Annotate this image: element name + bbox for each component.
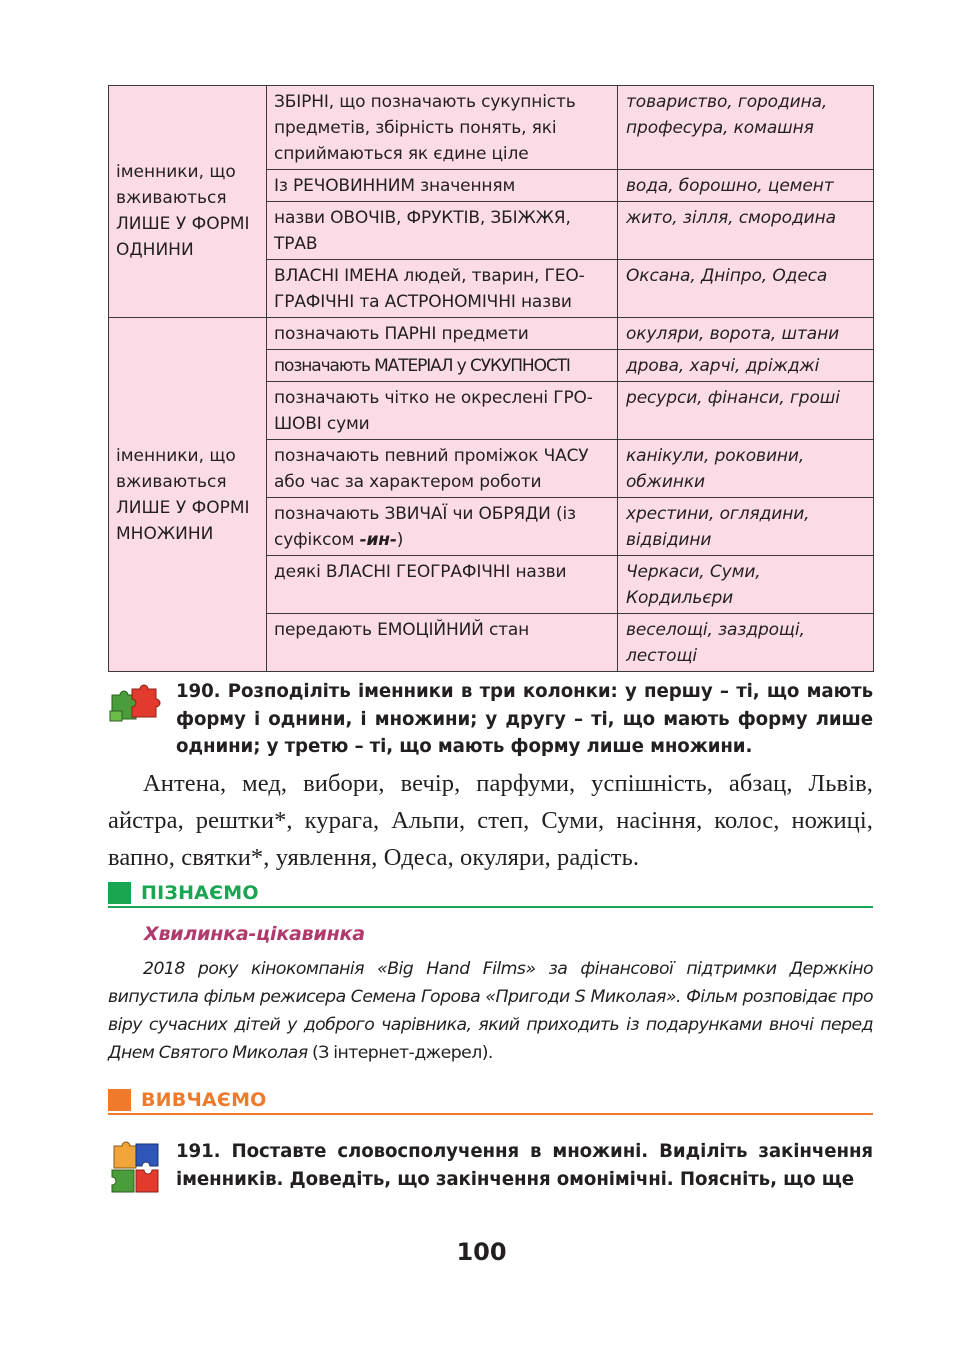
info-source: (З інтернет-джерел). (312, 1043, 493, 1063)
section-study-label: ВИВЧАЄМО (141, 1089, 267, 1111)
example-cell: вода, борошно, цемент (618, 170, 874, 202)
description-cell: ЗБІРНІ, що позначають сукупність предметів, збірність понять, які сприймаються як єдине ціле (267, 86, 618, 170)
category-cell-singular: іменники, що вживаються ЛИШЕ У ФОРМІ ОДНИНИ (109, 86, 267, 318)
example-cell: веселощі, заздрощі, лестощі (618, 614, 874, 672)
description-cell: деякі ВЛАСНІ ГЕОГРАФІЧНІ назви (267, 556, 618, 614)
description-cell: Із РЕЧОВИННИМ значенням (267, 170, 618, 202)
example-cell: канікули, роковини, обжинки (618, 440, 874, 498)
section-divider (108, 906, 873, 908)
task-190: 190. Розподіліть іменники в три колонки: у першу – ті, що мають форму і однини, і множини; у другу – ті, що мають форму лише однини; у третю – ті, що мають форму лише множини. (176, 681, 873, 757)
section-learn-label: ПІЗНАЄМО (141, 882, 259, 904)
table-row (109, 318, 874, 350)
page-number: 100 (456, 1238, 507, 1266)
description-cell: позначають МАТЕРІАЛ у СУКУПНОСТІ (267, 350, 618, 382)
example-cell: жито, зілля, смородина (618, 202, 874, 260)
grammar-table (108, 85, 874, 672)
section-marker-icon (108, 1089, 131, 1111)
suffix-text: -ин- (359, 530, 397, 550)
description-cell: назви ОВОЧІВ, ФРУКТІВ, ЗБІЖЖЯ, ТРАВ (267, 202, 618, 260)
example-cell: товариство, городина, професура, комашня (618, 86, 874, 170)
puzzle-icon (106, 1140, 164, 1198)
task-190-words: Антена, мед, вибори, вечір, парфуми, успішність, абзац, Львів, айстра, рештки*, курага, Альпи, степ, Суми, насіння, колос, ножиці, вапно, святки*, уявлення, Одеса, окуляри, радість. (108, 770, 873, 871)
puzzle-icon (106, 683, 168, 725)
description-text-end: ) (396, 530, 404, 550)
description-cell: позначають певний проміжок ЧАСУ або час за характером роботи (267, 440, 618, 498)
example-cell: дрова, харчі, дріжджі (618, 350, 874, 382)
category-cell-plural: іменники, що вживаються ЛИШЕ У ФОРМІ МНОЖИНИ (109, 318, 267, 672)
task-191: 191. Поставте словосполучення в множині. Виділіть закінчення іменників. Доведіть, що закінчення омонімічні. Поясніть, що ще (176, 1141, 873, 1190)
description-cell: передають ЕМОЦІЙНИЙ стан (267, 614, 618, 672)
section-marker-icon (108, 882, 131, 904)
section-divider (108, 1113, 873, 1115)
table-row (109, 86, 874, 170)
description-cell (267, 498, 618, 556)
info-paragraph (108, 955, 873, 1067)
example-cell: окуляри, ворота, штани (618, 318, 874, 350)
info-text: 2018 року кінокомпанія «Big Hand Films» за фінансової підтримки Держкіно випустила фільм режисера Семена Горова «Пригоди S Миколая». Фільм розповідає про віру сучасних дітей у доброго чарівника, який приходить із подарунками вночі перед Днем Святого Миколая (108, 959, 873, 1063)
example-cell: ресурси, фінанси, гроші (618, 382, 874, 440)
description-cell: ВЛАСНІ ІМЕНА людей, тварин, ГЕО-ГРАФІЧНІ та АСТРОНОМІЧНІ назви (267, 260, 618, 318)
example-cell: Черкаси, Суми, Кордильєри (618, 556, 874, 614)
example-cell: хрестини, оглядини, відвідини (618, 498, 874, 556)
description-cell: позначають чітко не окреслені ГРО-ШОВІ суми (267, 382, 618, 440)
section-study (108, 1086, 873, 1116)
subheading: Хвилинка-цікавинка (144, 923, 365, 945)
example-cell: Оксана, Дніпро, Одеса (618, 260, 874, 318)
description-cell: позначають ПАРНІ предмети (267, 318, 618, 350)
description-text: позначають ЗВИЧАЇ чи ОБРЯДИ (із суфіксом (274, 504, 576, 550)
section-learn (108, 879, 873, 909)
